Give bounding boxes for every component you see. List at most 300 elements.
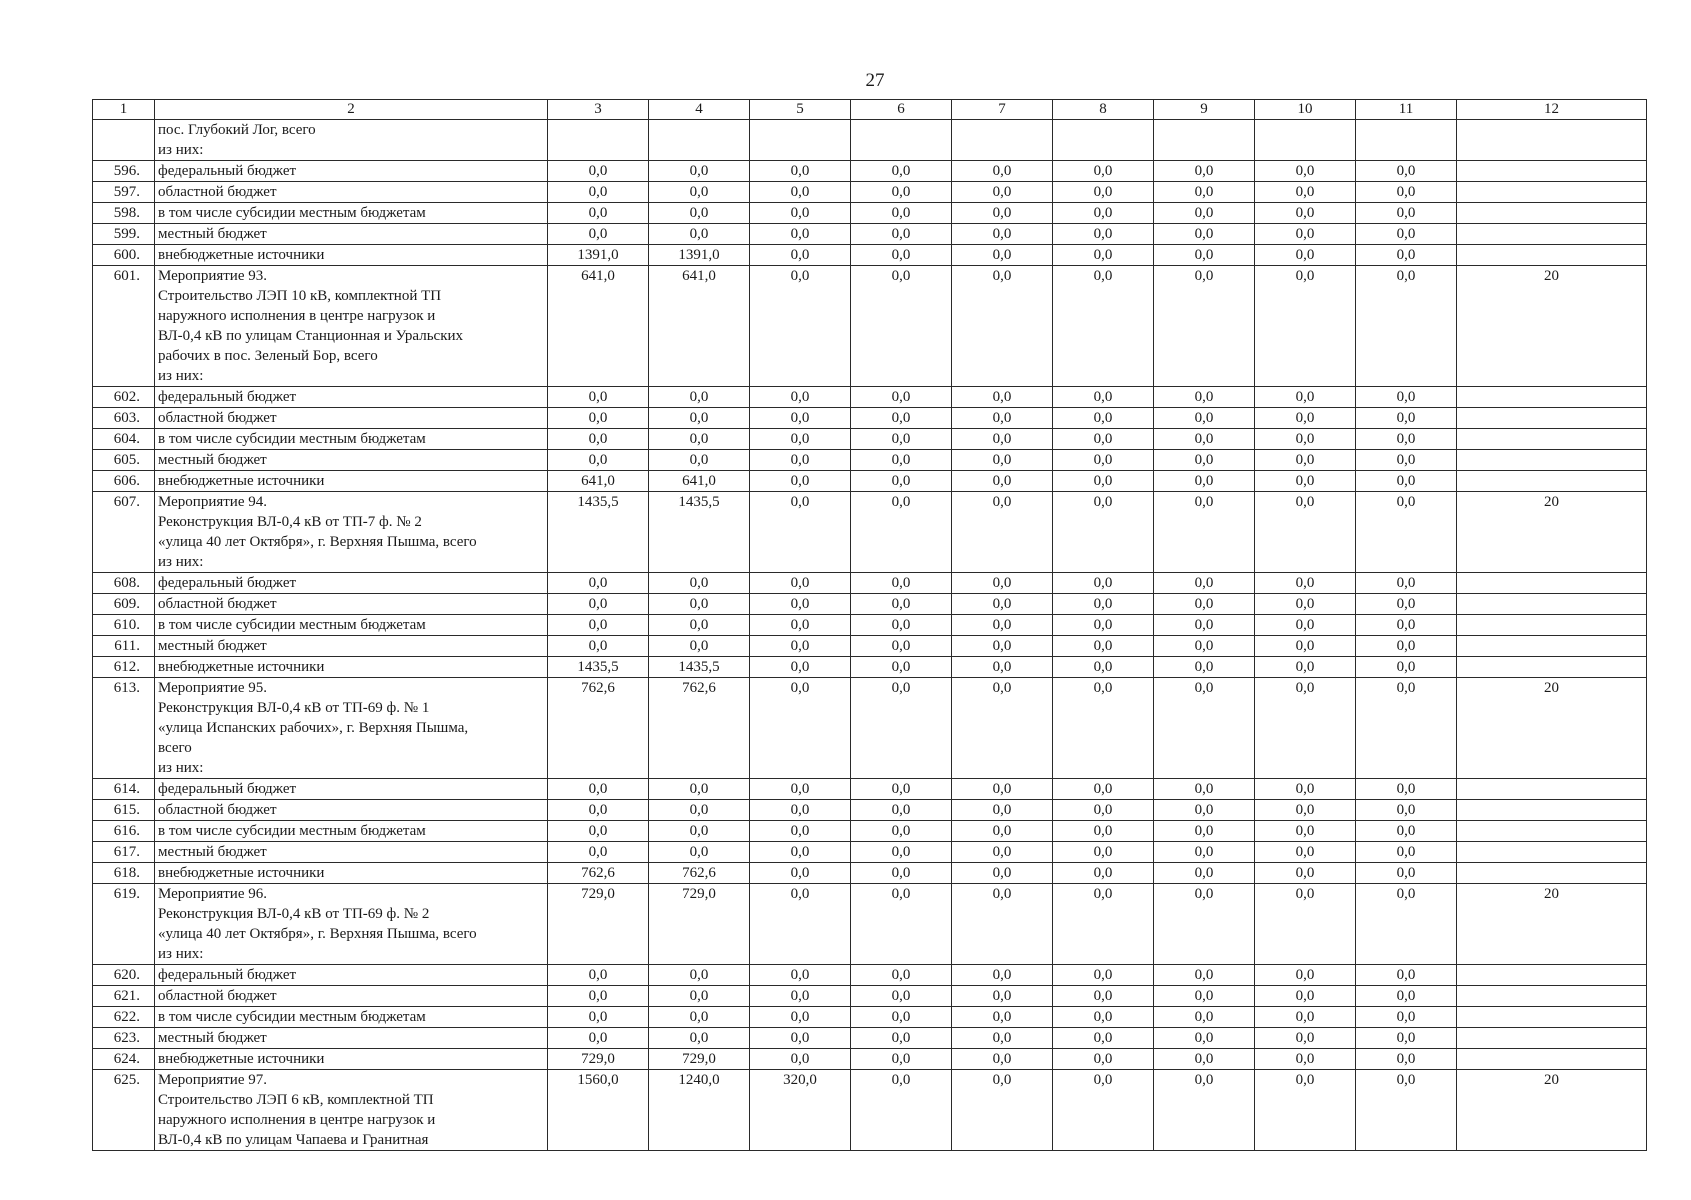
value-col-6: 0,0 [851,450,952,471]
value-col-10: 0,0 [1255,1049,1356,1070]
value-col-5: 0,0 [750,986,851,1007]
value-col-3: 0,0 [548,203,649,224]
value-col-11: 0,0 [1356,779,1457,800]
value-col-10: 0,0 [1255,387,1356,408]
value-col-7: 0,0 [952,779,1053,800]
table-row-funding-source [93,636,1647,657]
row-number: 604. [93,429,155,450]
row-description [155,492,548,573]
value-col-6: 0,0 [851,657,952,678]
value-col-9: 0,0 [1154,429,1255,450]
row-number: 608. [93,573,155,594]
value-col-3: 1435,5 [548,492,649,573]
value-col-6: 0,0 [851,615,952,636]
description-line: наружного исполнения в центре нагрузок и [158,1112,436,1128]
table-row-funding-source [93,450,1647,471]
value-col-11: 0,0 [1356,800,1457,821]
value-col-9: 0,0 [1154,266,1255,387]
value-col-6: 0,0 [851,245,952,266]
value-col-7: 0,0 [952,471,1053,492]
value-col-8: 0,0 [1053,800,1154,821]
value-col-12 [1457,471,1647,492]
table-row-funding-source [93,161,1647,182]
value-col-4: 729,0 [649,1049,750,1070]
value-col-10: 0,0 [1255,1028,1356,1049]
value-col-11: 0,0 [1356,842,1457,863]
description-line: из них: [158,760,204,776]
value-col-12 [1457,594,1647,615]
table-row-funding-source [93,224,1647,245]
value-col-12 [1457,573,1647,594]
value-col-3: 0,0 [548,800,649,821]
value-col-4 [649,120,750,161]
value-col-4: 762,6 [649,863,750,884]
row-number: 603. [93,408,155,429]
column-header-1: 1 [93,100,155,120]
value-col-10: 0,0 [1255,429,1356,450]
value-col-12 [1457,224,1647,245]
value-col-12 [1457,657,1647,678]
value-col-8: 0,0 [1053,450,1154,471]
value-col-6: 0,0 [851,779,952,800]
value-col-3: 0,0 [548,429,649,450]
description-line: внебюджетные источники [158,659,325,675]
value-col-3: 1560,0 [548,1070,649,1151]
value-col-10: 0,0 [1255,1007,1356,1028]
row-description [155,821,548,842]
row-number: 623. [93,1028,155,1049]
value-col-5: 0,0 [750,573,851,594]
row-number: 598. [93,203,155,224]
value-col-4: 0,0 [649,224,750,245]
value-col-10: 0,0 [1255,224,1356,245]
value-col-3: 0,0 [548,1028,649,1049]
value-col-8: 0,0 [1053,986,1154,1007]
column-header-2: 2 [155,100,548,120]
value-col-12: 20 [1457,678,1647,779]
table-row-funding-source [93,408,1647,429]
value-col-7: 0,0 [952,245,1053,266]
description-line: федеральный бюджет [158,389,297,405]
value-col-3: 0,0 [548,594,649,615]
value-col-5: 0,0 [750,266,851,387]
value-col-12 [1457,245,1647,266]
value-col-6: 0,0 [851,492,952,573]
description-line: Мероприятие 93. [158,268,267,284]
value-col-12 [1457,636,1647,657]
row-description [155,863,548,884]
description-line: из них: [158,554,204,570]
value-col-7: 0,0 [952,863,1053,884]
value-col-6: 0,0 [851,203,952,224]
value-col-9: 0,0 [1154,594,1255,615]
table-row-funding-source [93,387,1647,408]
value-col-10: 0,0 [1255,842,1356,863]
row-number: 607. [93,492,155,573]
value-col-11: 0,0 [1356,594,1457,615]
value-col-10: 0,0 [1255,492,1356,573]
value-col-9: 0,0 [1154,471,1255,492]
row-description [155,678,548,779]
description-line: Строительство ЛЭП 10 кВ, комплектной ТП [158,288,442,304]
value-col-7: 0,0 [952,842,1053,863]
value-col-10: 0,0 [1255,203,1356,224]
value-col-7: 0,0 [952,408,1053,429]
value-col-7: 0,0 [952,594,1053,615]
value-col-6: 0,0 [851,1049,952,1070]
description-line: Реконструкция ВЛ-0,4 кВ от ТП-69 ф. № 1 [158,700,430,716]
value-col-7: 0,0 [952,1070,1053,1151]
value-col-10: 0,0 [1255,779,1356,800]
value-col-8: 0,0 [1053,657,1154,678]
value-col-5: 0,0 [750,203,851,224]
row-description [155,245,548,266]
value-col-12 [1457,863,1647,884]
row-number: 612. [93,657,155,678]
value-col-11: 0,0 [1356,573,1457,594]
description-line: в том числе субсидии местным бюджетам [158,205,426,221]
column-header-9: 9 [1154,100,1255,120]
value-col-8: 0,0 [1053,387,1154,408]
row-number: 601. [93,266,155,387]
value-col-10: 0,0 [1255,986,1356,1007]
value-col-8: 0,0 [1053,779,1154,800]
value-col-9: 0,0 [1154,657,1255,678]
table-row-activity [93,1070,1647,1151]
value-col-8: 0,0 [1053,678,1154,779]
value-col-11: 0,0 [1356,678,1457,779]
value-col-12 [1457,615,1647,636]
value-col-4: 0,0 [649,573,750,594]
value-col-3: 0,0 [548,1007,649,1028]
value-col-7: 0,0 [952,224,1053,245]
row-description [155,842,548,863]
description-line: местный бюджет [158,452,267,468]
value-col-10: 0,0 [1255,161,1356,182]
value-col-9: 0,0 [1154,408,1255,429]
value-col-7: 0,0 [952,429,1053,450]
value-col-4: 0,0 [649,408,750,429]
value-col-5: 0,0 [750,821,851,842]
value-col-5: 0,0 [750,1028,851,1049]
row-description [155,387,548,408]
value-col-6: 0,0 [851,1007,952,1028]
value-col-8: 0,0 [1053,965,1154,986]
value-col-5: 0,0 [750,492,851,573]
value-col-5: 0,0 [750,779,851,800]
value-col-4: 1391,0 [649,245,750,266]
row-number [93,120,155,161]
value-col-4: 729,0 [649,884,750,965]
value-col-11: 0,0 [1356,1070,1457,1151]
table-row-funding-source [93,821,1647,842]
value-col-9: 0,0 [1154,224,1255,245]
value-col-4: 0,0 [649,203,750,224]
description-line: федеральный бюджет [158,967,297,983]
value-col-7: 0,0 [952,182,1053,203]
value-col-10: 0,0 [1255,245,1356,266]
value-col-10: 0,0 [1255,1070,1356,1151]
table-row-funding-source [93,573,1647,594]
table-row-funding-source [93,1007,1647,1028]
value-col-4: 762,6 [649,678,750,779]
row-number: 605. [93,450,155,471]
value-col-12 [1457,408,1647,429]
value-col-10: 0,0 [1255,408,1356,429]
value-col-10: 0,0 [1255,182,1356,203]
value-col-10: 0,0 [1255,821,1356,842]
row-number: 597. [93,182,155,203]
value-col-4: 0,0 [649,615,750,636]
value-col-12: 20 [1457,266,1647,387]
value-col-9: 0,0 [1154,842,1255,863]
value-col-8: 0,0 [1053,224,1154,245]
value-col-11: 0,0 [1356,986,1457,1007]
value-col-8: 0,0 [1053,884,1154,965]
value-col-11: 0,0 [1356,387,1457,408]
value-col-5: 0,0 [750,863,851,884]
value-col-6 [851,120,952,161]
description-line: наружного исполнения в центре нагрузок и [158,308,436,324]
table-row-funding-source [93,800,1647,821]
value-col-11: 0,0 [1356,965,1457,986]
value-col-3: 0,0 [548,224,649,245]
column-header-5: 5 [750,100,851,120]
value-col-3: 0,0 [548,779,649,800]
value-col-3: 1435,5 [548,657,649,678]
value-col-7: 0,0 [952,884,1053,965]
value-col-8: 0,0 [1053,266,1154,387]
value-col-12 [1457,182,1647,203]
value-col-7: 0,0 [952,1007,1053,1028]
row-number: 619. [93,884,155,965]
row-number: 611. [93,636,155,657]
row-number: 620. [93,965,155,986]
value-col-4: 0,0 [649,636,750,657]
description-line: федеральный бюджет [158,163,297,179]
description-line: «улица Испанских рабочих», г. Верхняя Пышма, [158,720,469,736]
table-row-funding-source [93,1028,1647,1049]
row-number: 617. [93,842,155,863]
value-col-4: 0,0 [649,965,750,986]
value-col-3: 0,0 [548,842,649,863]
row-number: 596. [93,161,155,182]
description-line: в том числе субсидии местным бюджетам [158,823,426,839]
value-col-11: 0,0 [1356,636,1457,657]
value-col-8: 0,0 [1053,161,1154,182]
description-line: Мероприятие 96. [158,886,267,902]
value-col-6: 0,0 [851,678,952,779]
value-col-9: 0,0 [1154,678,1255,779]
column-header-6: 6 [851,100,952,120]
value-col-12 [1457,800,1647,821]
table-row-funding-source [93,965,1647,986]
value-col-4: 0,0 [649,1028,750,1049]
value-col-4: 0,0 [649,779,750,800]
value-col-10: 0,0 [1255,471,1356,492]
value-col-8: 0,0 [1053,573,1154,594]
row-number: 624. [93,1049,155,1070]
value-col-8: 0,0 [1053,1028,1154,1049]
table-row-funding-source [93,471,1647,492]
row-description [155,408,548,429]
value-col-5: 0,0 [750,657,851,678]
description-line: внебюджетные источники [158,865,325,881]
value-col-6: 0,0 [851,573,952,594]
description-line: Реконструкция ВЛ-0,4 кВ от ТП-7 ф. № 2 [158,514,422,530]
value-col-3: 0,0 [548,408,649,429]
value-col-11: 0,0 [1356,203,1457,224]
value-col-6: 0,0 [851,636,952,657]
column-header-7: 7 [952,100,1053,120]
value-col-12 [1457,161,1647,182]
description-line: пос. Глубокий Лог, всего [158,122,316,138]
value-col-9: 0,0 [1154,573,1255,594]
value-col-7: 0,0 [952,492,1053,573]
table-row-funding-source [93,986,1647,1007]
value-col-5 [750,120,851,161]
value-col-12 [1457,821,1647,842]
value-col-7: 0,0 [952,203,1053,224]
description-line: местный бюджет [158,226,267,242]
row-number: 606. [93,471,155,492]
value-col-5: 0,0 [750,678,851,779]
description-line: всего [158,740,192,756]
value-col-6: 0,0 [851,224,952,245]
table-row-activity [93,678,1647,779]
row-number: 613. [93,678,155,779]
value-col-5: 0,0 [750,636,851,657]
value-col-4: 0,0 [649,800,750,821]
value-col-3: 0,0 [548,986,649,1007]
value-col-9: 0,0 [1154,986,1255,1007]
table-row-funding-source [93,182,1647,203]
value-col-8: 0,0 [1053,636,1154,657]
value-col-4: 641,0 [649,266,750,387]
value-col-12: 20 [1457,884,1647,965]
description-line: областной бюджет [158,410,277,426]
row-number: 616. [93,821,155,842]
table-row-funding-source [93,245,1647,266]
description-line: внебюджетные источники [158,1051,325,1067]
description-line: внебюджетные источники [158,247,325,263]
table-row-funding-source [93,842,1647,863]
value-col-10: 0,0 [1255,266,1356,387]
value-col-8: 0,0 [1053,245,1154,266]
table-row-funding-source [93,429,1647,450]
value-col-4: 0,0 [649,387,750,408]
value-col-5: 0,0 [750,429,851,450]
value-col-4: 0,0 [649,1007,750,1028]
value-col-8: 0,0 [1053,429,1154,450]
value-col-5: 0,0 [750,842,851,863]
description-line: ВЛ-0,4 кВ по улицам Станционная и Уральских [158,328,464,344]
value-col-7: 0,0 [952,615,1053,636]
description-line: ВЛ-0,4 кВ по улицам Чапаева и Гранитная [158,1132,429,1148]
page-number: 27 [865,70,885,91]
value-col-7: 0,0 [952,636,1053,657]
value-col-9: 0,0 [1154,884,1255,965]
value-col-12 [1457,387,1647,408]
value-col-8 [1053,120,1154,161]
value-col-10: 0,0 [1255,678,1356,779]
value-col-4: 0,0 [649,182,750,203]
value-col-6: 0,0 [851,387,952,408]
description-line: «улица 40 лет Октября», г. Верхняя Пышма, всего [158,534,477,550]
value-col-8: 0,0 [1053,408,1154,429]
value-col-7: 0,0 [952,657,1053,678]
value-col-12 [1457,1028,1647,1049]
row-description [155,450,548,471]
value-col-10: 0,0 [1255,884,1356,965]
value-col-4: 1435,5 [649,657,750,678]
table-row-funding-source [93,863,1647,884]
value-col-7: 0,0 [952,1028,1053,1049]
row-description [155,884,548,965]
description-line: областной бюджет [158,596,277,612]
row-description [155,224,548,245]
row-description [155,1007,548,1028]
value-col-10: 0,0 [1255,657,1356,678]
row-description [155,266,548,387]
value-col-11: 0,0 [1356,492,1457,573]
value-col-5: 0,0 [750,800,851,821]
column-header-3: 3 [548,100,649,120]
value-col-6: 0,0 [851,1028,952,1049]
row-description [155,182,548,203]
value-col-9: 0,0 [1154,450,1255,471]
row-description [155,657,548,678]
description-line: областной бюджет [158,988,277,1004]
value-col-4: 641,0 [649,471,750,492]
value-col-3: 0,0 [548,821,649,842]
value-col-4: 1435,5 [649,492,750,573]
value-col-10: 0,0 [1255,965,1356,986]
value-col-8: 0,0 [1053,615,1154,636]
table-row-funding-source [93,203,1647,224]
table-row-activity [93,884,1647,965]
value-col-8: 0,0 [1053,1049,1154,1070]
value-col-6: 0,0 [851,965,952,986]
description-line: из них: [158,368,204,384]
value-col-6: 0,0 [851,408,952,429]
value-col-3: 0,0 [548,450,649,471]
value-col-7: 0,0 [952,266,1053,387]
table-row-funding-source [93,657,1647,678]
value-col-11: 0,0 [1356,884,1457,965]
value-col-11: 0,0 [1356,615,1457,636]
description-line: в том числе субсидии местным бюджетам [158,617,426,633]
description-line: областной бюджет [158,184,277,200]
value-col-5: 0,0 [750,471,851,492]
value-col-8: 0,0 [1053,842,1154,863]
row-number: 609. [93,594,155,615]
row-number: 610. [93,615,155,636]
row-number: 614. [93,779,155,800]
value-col-4: 0,0 [649,429,750,450]
description-line: «улица 40 лет Октября», г. Верхняя Пышма, всего [158,926,477,942]
value-col-3: 0,0 [548,387,649,408]
value-col-9: 0,0 [1154,161,1255,182]
row-number: 599. [93,224,155,245]
value-col-3: 0,0 [548,636,649,657]
value-col-12 [1457,120,1647,161]
row-number: 625. [93,1070,155,1151]
row-description [155,1070,548,1151]
table-row-funding-source [93,1049,1647,1070]
value-col-5: 0,0 [750,1049,851,1070]
description-line: местный бюджет [158,1030,267,1046]
